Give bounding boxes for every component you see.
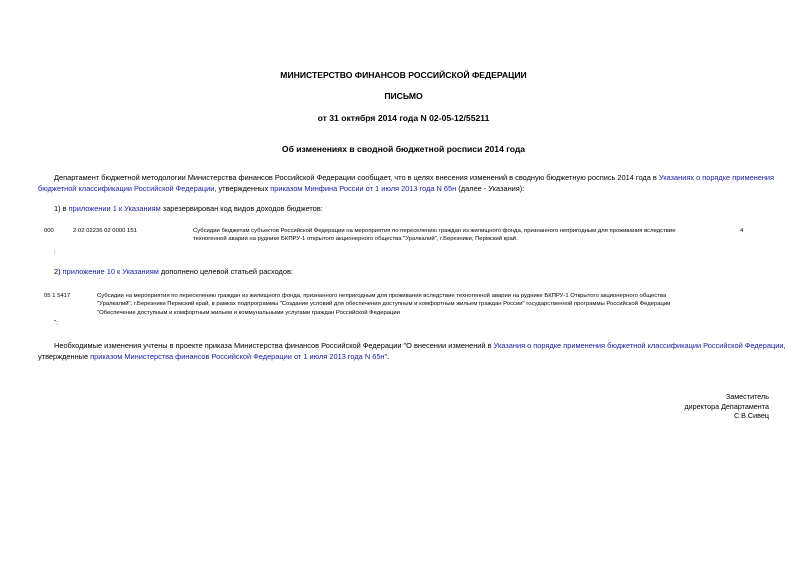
- item-2-prefix: 2): [54, 267, 63, 276]
- expense-description-line-1: Субсидии на мероприятия по переселению граждан из жилищного фонда, признанного непригодным для проживания вследствие техногенной аварии на руднике БКПРУ-1 Открытого акционерного общества: [97, 293, 667, 299]
- item-1-prefix: 1) в: [54, 204, 69, 213]
- income-number: 4: [740, 228, 744, 234]
- ministry-heading: МИНИСТЕРСТВО ФИНАНСОВ РОССИЙСКОЙ ФЕДЕРАЦИИ: [280, 70, 527, 80]
- order-65n-link[interactable]: приказом Минфина России от 1 июля 2013 года N 65н: [270, 184, 457, 193]
- income-description-line-2: техногенной аварии на руднике БКПРУ-1 открытого акционерного общества "Уралкалий", г.Березники, Пермский край.: [193, 236, 518, 243]
- signature-block: [684, 392, 769, 421]
- income-admin-code: 000: [44, 228, 54, 234]
- intro-paragraph: [38, 172, 775, 194]
- intro-text-1: Департамент бюджетной методологии Министерства финансов Российской Федерации сообщает, что в целях внесения изменений в сводную бюджетную роспись 2014 года в: [54, 173, 659, 182]
- appendix-1-link[interactable]: приложении 1 к Указаниям: [68, 204, 161, 213]
- closing-text-4: ".: [384, 352, 390, 361]
- table-2-end-mark: ";: [54, 320, 58, 326]
- signature-title-1: Заместитель: [725, 392, 769, 401]
- item-2-suffix: дополнено целевой статьей расходов:: [158, 267, 293, 276]
- appendix-10-link[interactable]: приложение 10 к Указаниям: [62, 267, 159, 276]
- order-65n-link-2[interactable]: приказом Министерства финансов Российской Федерации от 1 июля 2013 года N 65н: [90, 352, 385, 361]
- signature-title-2: директора Департамента: [684, 401, 769, 411]
- expense-description-line-2: "Уралкалий", г.Березники Пермский край, в рамках подпрограммы "Создание условий для обеспечения доступным и комфортным жильем граждан России" государственной программы Российской Федерации: [97, 301, 671, 308]
- item-2: [54, 266, 293, 277]
- intro-text-3: (далее - Указания):: [456, 184, 525, 193]
- date-number: от 31 октября 2014 года N 02-05-12/55211: [317, 113, 490, 123]
- expense-description-line-3: "Обеспечение доступным и комфортным жильем и коммунальными услугами граждан Российской Федерации: [97, 309, 400, 316]
- table-1-end-mark: ;: [54, 249, 56, 255]
- closing-text-2: ,: [783, 341, 786, 350]
- expense-code: 05 1 5417: [44, 293, 71, 299]
- income-description: [193, 227, 744, 244]
- document-type: ПИСЬМО: [384, 91, 423, 101]
- closing-text-1: Необходимые изменения учтены в проекте приказа Министерства финансов Российской Федерации "О внесении изменений в: [54, 341, 494, 350]
- instructions-link-2[interactable]: Указания о порядке применения бюджетной классификации Российской Федерации: [493, 341, 784, 350]
- document-subject: Об изменениях в сводной бюджетной росписи 2014 года: [281, 144, 526, 154]
- signature-name: С.В.Сивец: [733, 411, 769, 421]
- closing-paragraph: [38, 340, 786, 362]
- income-code: 2 02 02236 02 0000 151: [73, 228, 137, 234]
- intro-text-2: , утвержденных: [214, 184, 271, 193]
- item-1: [54, 203, 323, 214]
- instructions-link[interactable]: Указаниях о порядке применения: [658, 173, 775, 182]
- instructions-link-continued[interactable]: бюджетной классификации Российской Федерации: [38, 184, 215, 193]
- expense-description: [97, 292, 670, 317]
- income-description-line-1: Субсидии бюджетам субъектов Российской Федерации на мероприятия по переселению граждан из жилищного фонда, признанного непригодным для проживания вследствие: [193, 228, 676, 234]
- item-1-suffix: зарезервирован код видов доходов бюджетов:: [160, 204, 323, 213]
- closing-text-3: утвержденные: [38, 352, 91, 361]
